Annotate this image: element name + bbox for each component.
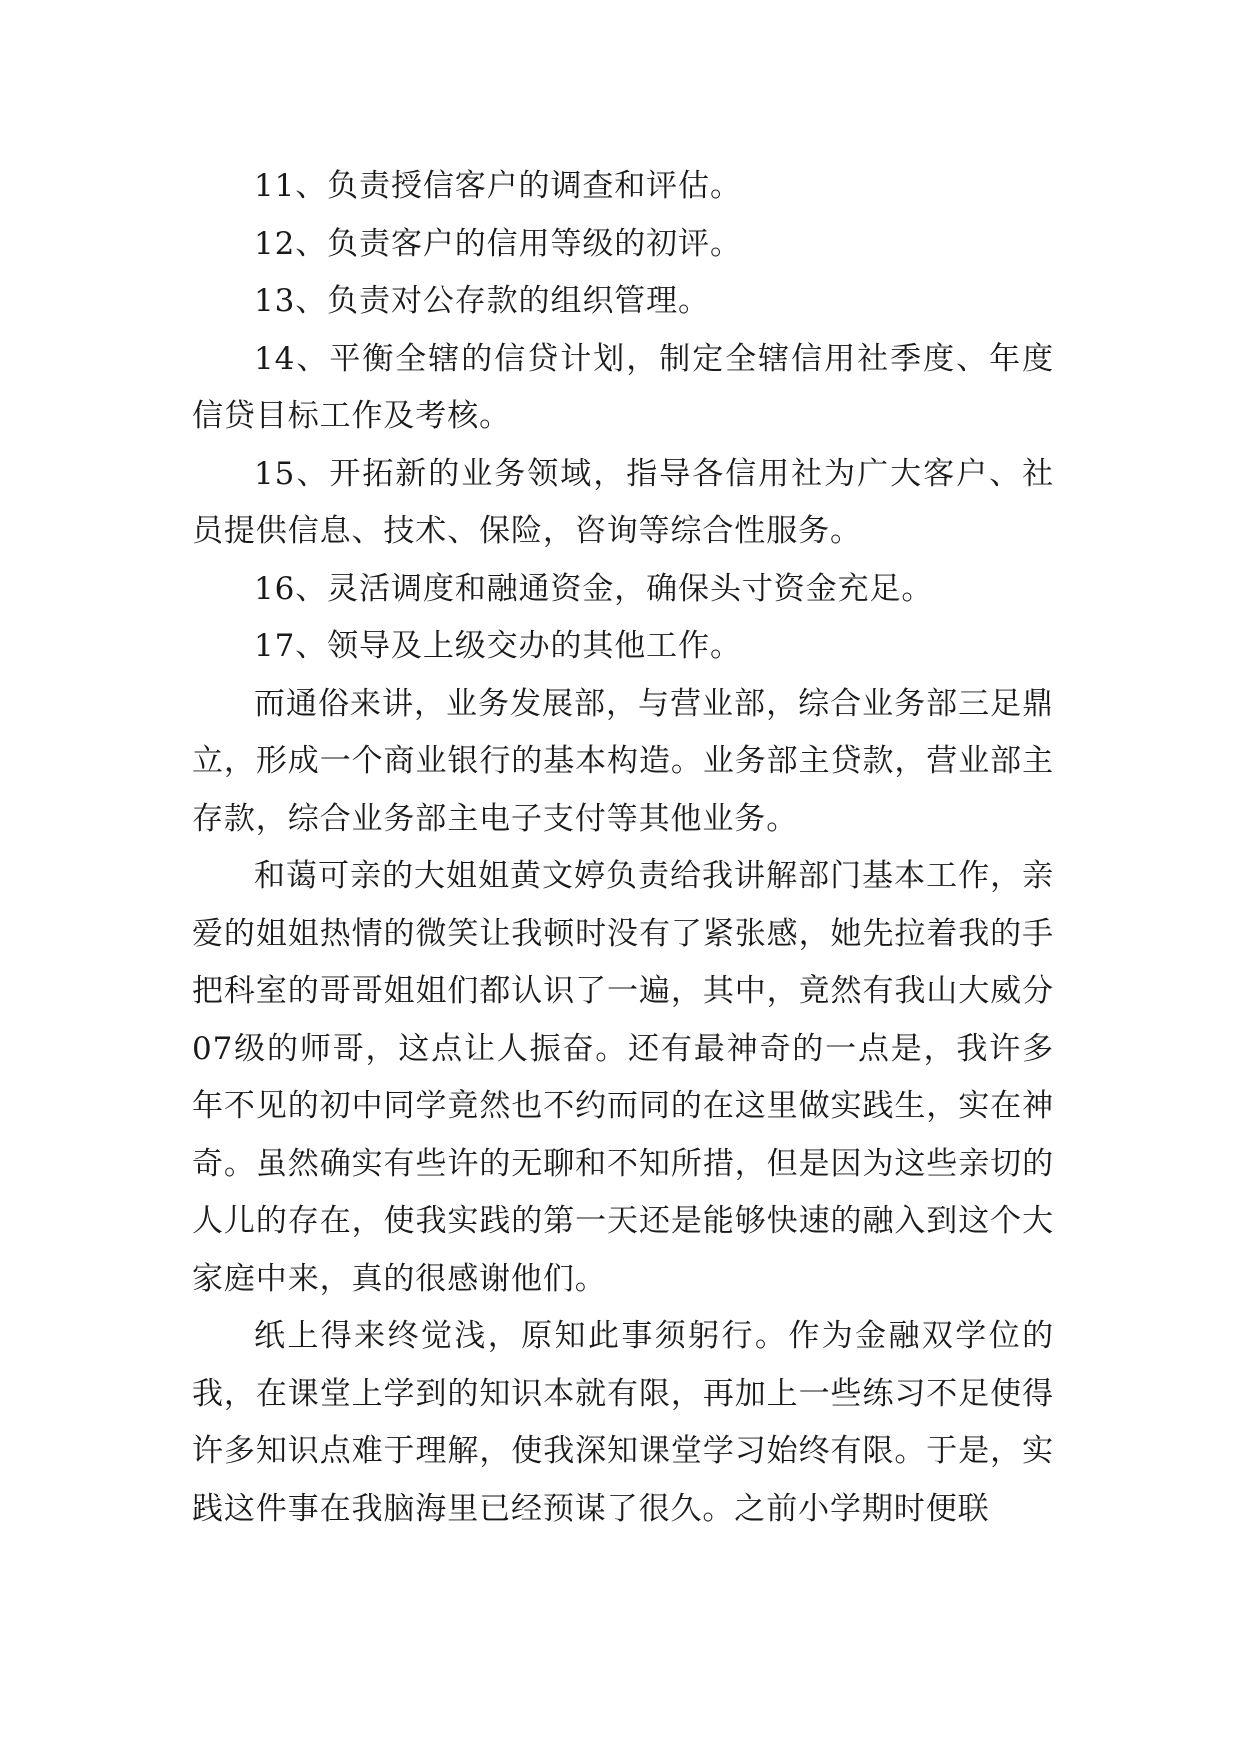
document-body [192,158,1054,1538]
paragraph-department-overview: 而通俗来讲，业务发展部，与营业部，综合业务部三足鼎立，形成一个商业银行的基本构造。业务部主贷款，营业部主存款，综合业务部主电子支付等其他业务。 [192,685,1054,837]
paragraph-practice-reflection: 纸上得来终觉浅，原知此事须躬行。作为金融双学位的我，在课堂上学到的知识本就有限，再加上一些练习不足使得许多知识点难于理解，使我深知课堂学习始终有限。于是，实践这件事在我脑海里已经预谋了很久。之前小学期时便联 [192,1318,1054,1527]
paragraph-first-day: 和蔼可亲的大姐姐黄文婷负责给我讲解部门基本工作，亲爱的姐姐热情的微笑让我顿时没有了紧张感，她先拉着我的手把科室的哥哥姐姐们都认识了一遍，其中，竟然有我山大威分07级的师哥，这点让人振奋。还有最神奇的一点是，我许多年不见的初中同学竟然也不约而同的在这里做实践生，实在神奇。虽然确实有些许的无聊和不知所措，但是因为这些亲切的人儿的存在，使我实践的第一天还是能够快速的融入到这个大家庭中来，真的很感谢他们。 [192,858,1054,1297]
paragraph-item-16: 16、灵活调度和融通资金，确保头寸资金充足。 [254,570,934,607]
paragraph-item-11: 11、负责授信客户的调查和评估。 [254,168,742,204]
paragraph-item-14: 14、平衡全辖的信贷计划，制定全辖信用社季度、年度信贷目标工作及考核。 [192,340,1054,434]
paragraph-item-12: 12、负责客户的信用等级的初评。 [254,225,742,262]
paragraph-item-13: 13、负责对公存款的组织管理。 [254,283,710,319]
paragraph-item-15: 15、开拓新的业务领域，指导各信用社为广大客户、社员提供信息、技术、保险，咨询等综合性服务。 [192,455,1054,549]
paragraph-item-17: 17、领导及上级交办的其他工作。 [254,628,742,664]
